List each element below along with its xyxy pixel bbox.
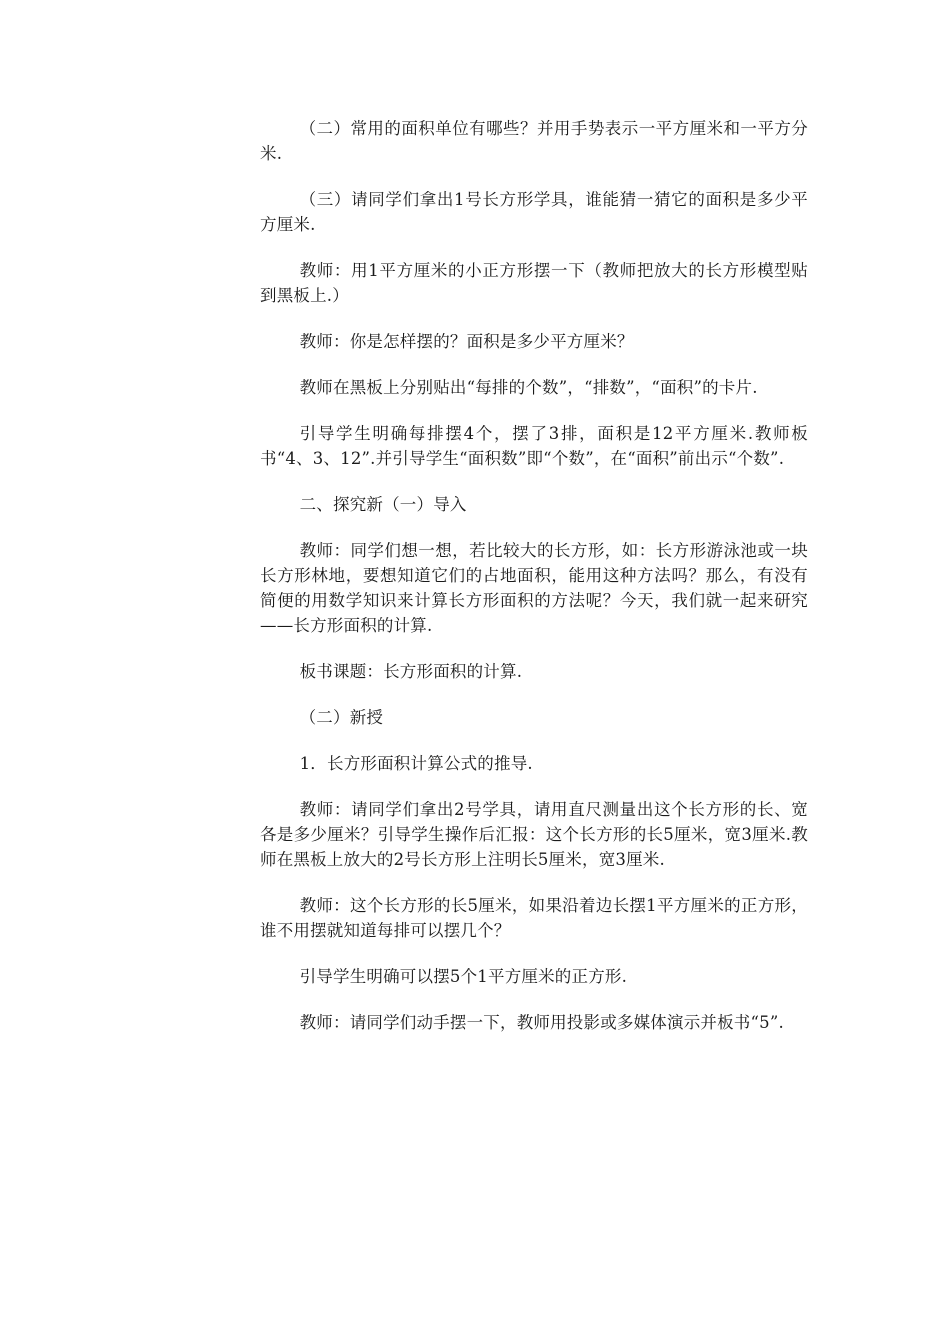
paragraph-board-title: 板书课题：长方形面积的计算. — [299, 662, 523, 681]
section-heading-explore: 二、探究新（一）导入 — [299, 495, 467, 514]
paragraph-row-count: 教师：这个长方形的长5厘米，如果沿着边长摆1平方厘米的正方形，谁不用摆就知道每排可以摆几个？ — [260, 896, 808, 940]
document-body — [260, 116, 808, 1056]
paragraph-teacher-arrange: 教师：用1平方厘米的小正方形摆一下（教师把放大的长方形模型贴到黑板上.） — [260, 261, 808, 305]
section-heading-new-lesson: （二）新授 — [299, 708, 384, 727]
paragraph-guess-area: （三）请同学们拿出1号长方形学具，谁能猜一猜它的面积是多少平方厘米. — [260, 190, 808, 234]
subheading-formula-derivation: 1．长方形面积计算公式的推导. — [299, 754, 533, 773]
paragraph-cards: 教师在黑板上分别贴出“每排的个数”，“排数”，“面积”的卡片. — [299, 378, 758, 397]
paragraph-guide-rows: 引导学生明确每排摆4个，摆了3排，面积是12平方厘米.教师板书“4、3、12”.并引导学生“面积数”即“个数”，在“面积”前出示“个数”. — [260, 424, 808, 468]
paragraph-teacher-how: 教师：你是怎样摆的？面积是多少平方厘米？ — [299, 332, 634, 351]
paragraph-measure: 教师：请同学们拿出2号学具，请用直尺测量出这个长方形的长、宽各是多少厘米？引导学生操作后汇报：这个长方形的长5厘米，宽3厘米.教师在黑板上放大的2号长方形上注明长5厘米，宽3厘米. — [260, 800, 808, 869]
paragraph-five-squares: 引导学生明确可以摆5个1平方厘米的正方形. — [299, 967, 628, 986]
paragraph-intro-question: 教师：同学们想一想，若比较大的长方形，如：长方形游泳池或一块长方形林地，要想知道它们的占地面积，能用这种方法吗？那么，有没有简便的用数学知识来计算长方形面积的方法呢？今天，我们就一起来研究——长方形面积的计算. — [260, 541, 808, 635]
paragraph-area-units-question: （二）常用的面积单位有哪些？并用手势表示一平方厘米和一平方分米. — [260, 119, 808, 163]
paragraph-demo: 教师：请同学们动手摆一下，教师用投影或多媒体演示并板书“5”. — [299, 1013, 784, 1032]
